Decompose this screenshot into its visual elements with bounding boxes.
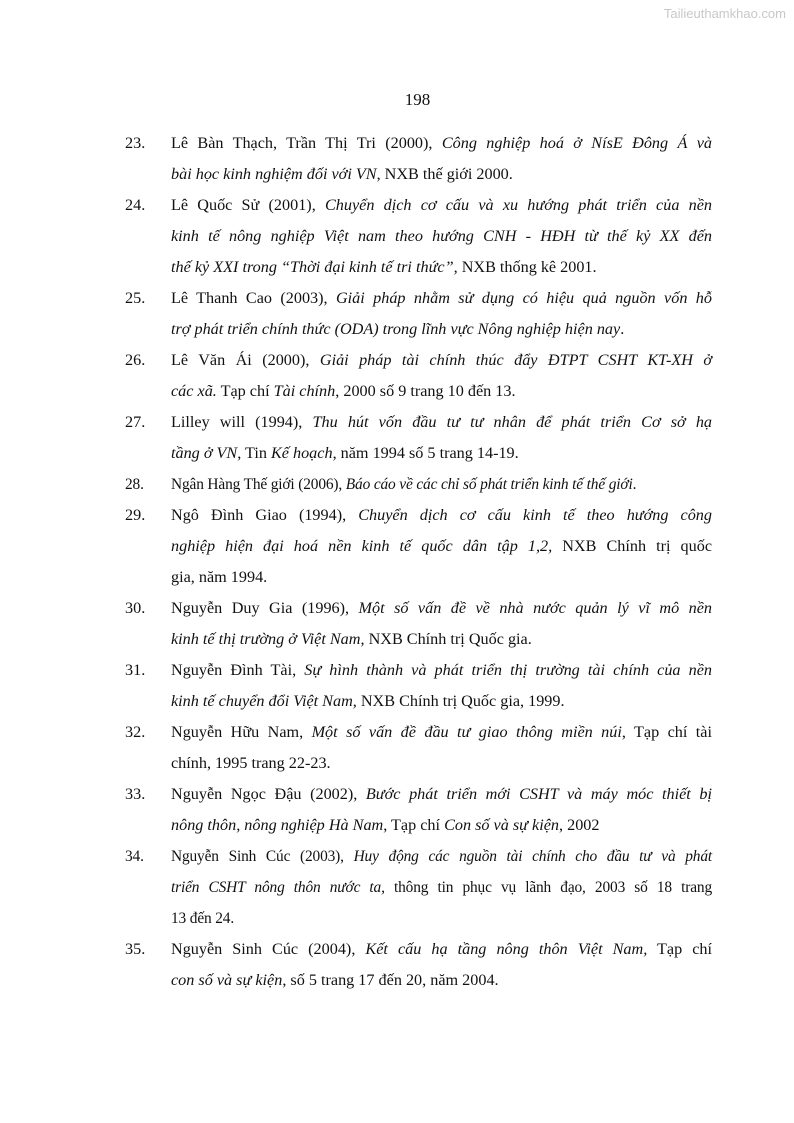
- reference-number: 30.: [125, 599, 146, 617]
- reference-item: [125, 934, 712, 996]
- reference-item: [125, 345, 712, 407]
- reference-line: [171, 252, 712, 283]
- reference-title-text: Giải pháp tài chính thúc đẩy ĐTPT CSHT KT-XH ở: [319, 351, 713, 369]
- reference-number: 29.: [125, 506, 146, 524]
- reference-title-text: triển CSHT nông thôn nước ta,: [171, 879, 385, 896]
- reference-number: 33.: [125, 785, 146, 803]
- reference-title-text: Bước phát triển mới CSHT và máy móc thiết bị: [365, 785, 712, 803]
- reference-line: [171, 624, 712, 655]
- reference-item: [125, 283, 712, 345]
- reference-title-text: kinh tế thị trường ở Việt Nam: [171, 630, 361, 648]
- reference-title-text: Chuyển dịch cơ cấu và xu hướng phát triển của nền: [324, 196, 712, 214]
- reference-line: [171, 314, 712, 345]
- reference-text: , năm 1994 số 5 trang 14-19.: [332, 444, 519, 462]
- reference-title-text: Một số vấn đề về nhà nước quản lý vĩ mô nền: [358, 599, 713, 617]
- reference-line: [171, 190, 712, 221]
- reference-item: [125, 841, 712, 934]
- reference-number: 35.: [125, 940, 146, 958]
- reference-line: [171, 283, 712, 314]
- reference-line: [171, 376, 712, 407]
- reference-title-text: Kế hoạch: [270, 444, 333, 462]
- reference-text: Lê Thanh Cao (2003),: [171, 289, 336, 307]
- reference-line: [171, 686, 712, 717]
- reference-item: [125, 655, 712, 717]
- reference-text: , 2002: [559, 816, 600, 834]
- reference-line: [171, 159, 712, 190]
- reference-title-text: kinh tế nông nghiệp Việt nam theo hướng CNH - HĐH từ thế kỷ XX đến: [171, 227, 712, 245]
- reference-title-text: các xã.: [171, 382, 217, 400]
- reference-text: Nguyễn Sinh Cúc (2004),: [171, 940, 366, 958]
- reference-text: Nguyễn Duy Gia (1996),: [171, 599, 359, 617]
- reference-item: [125, 500, 712, 593]
- reference-item: [125, 190, 712, 283]
- reference-line: [171, 872, 712, 903]
- reference-title-text: Chuyển dịch cơ cấu kinh tế theo hướng công: [358, 506, 712, 524]
- reference-line: [171, 717, 712, 748]
- reference-text: , NXB thế giới 2000.: [376, 165, 513, 183]
- reference-line: [171, 407, 712, 438]
- reference-text: NXB thống kê 2001.: [457, 258, 597, 276]
- reference-title-text: trợ phát triển chính thức (ODA) trong lĩnh vực Nông nghiệp hiện nay: [171, 320, 621, 338]
- reference-title-text: Báo cáo về các chỉ số phát triển kinh tế thế giới: [345, 476, 633, 493]
- reference-number: 24.: [125, 196, 146, 214]
- reference-line: [171, 965, 712, 996]
- reference-line: [171, 221, 712, 252]
- reference-text: NXB Chính trị Quốc gia, 1999.: [356, 692, 565, 710]
- reference-text: Nguyễn Ngọc Đậu (2002),: [171, 785, 366, 803]
- reference-title-text: kinh tế chuyển đổi Việt Nam,: [171, 692, 357, 710]
- reference-line: [171, 655, 712, 686]
- reference-title-text: tầng ở VN: [171, 444, 238, 462]
- reference-text: Nguyễn Hữu Nam,: [171, 723, 312, 741]
- reference-item: [125, 469, 712, 500]
- reference-text: thông tin phục vụ lãnh đạo, 2003 số 18 trang: [384, 879, 712, 896]
- reference-text: Nguyễn Đình Tài,: [171, 661, 305, 679]
- reference-text: , Tạp chí: [383, 816, 445, 834]
- reference-text: Lê Bàn Thạch, Trần Thị Tri (2000),: [171, 134, 442, 152]
- reference-list: [125, 128, 712, 996]
- reference-line: [171, 810, 712, 841]
- reference-text: , 2000 số 9 trang 10 đến 13.: [335, 382, 516, 400]
- reference-title-text: nông thôn, nông nghiệp Hà Nam: [171, 816, 384, 834]
- reference-number: 25.: [125, 289, 146, 307]
- reference-number: 28.: [125, 476, 144, 493]
- reference-item: [125, 593, 712, 655]
- reference-title-text: thế kỷ XXI trong “Thời đại kinh tế tri thức”,: [171, 258, 458, 276]
- reference-text: Lê Văn Ái (2000),: [171, 351, 320, 369]
- reference-line: [171, 438, 712, 469]
- reference-item: [125, 128, 712, 190]
- reference-number: 31.: [125, 661, 146, 679]
- reference-text: , NXB Chính trị Quốc gia.: [360, 630, 532, 648]
- page-number: 198: [404, 90, 431, 109]
- reference-text: 13 đến 24.: [171, 910, 235, 927]
- reference-number: 34.: [125, 848, 144, 865]
- reference-item: [125, 407, 712, 469]
- reference-text: gia, năm 1994.: [171, 568, 268, 586]
- reference-line: [171, 562, 712, 593]
- reference-number: 23.: [125, 134, 146, 152]
- reference-title-text: con số và sự kiện: [171, 971, 283, 989]
- reference-line: [171, 593, 712, 624]
- reference-title-text: Tài chính: [273, 382, 336, 400]
- reference-text: Ngô Đình Giao (1994),: [171, 506, 359, 524]
- reference-line: [171, 469, 712, 500]
- reference-title-text: Thu hút vốn đầu tư tư nhân để phát triển Cơ sở hạ: [312, 413, 713, 431]
- reference-title-text: Con số và sự kiện: [444, 816, 560, 834]
- reference-text: NXB Chính trị quốc: [552, 537, 713, 555]
- reference-line: [171, 779, 712, 810]
- reference-text: .: [632, 476, 637, 493]
- reference-title-text: Sự hình thành và phát triển thị trường tài chính của nền: [304, 661, 713, 679]
- reference-number: 26.: [125, 351, 146, 369]
- reference-number: 32.: [125, 723, 146, 741]
- reference-title-text: Công nghiệp hoá ở NísE Đông Á và: [441, 134, 712, 152]
- reference-title-text: Kết cấu hạ tầng nông thôn Việt Nam,: [365, 940, 648, 958]
- reference-text: Tạp chí: [216, 382, 274, 400]
- reference-text: , Tin: [237, 444, 271, 462]
- reference-title-text: Một số vấn đề đầu tư giao thông miền núi: [311, 723, 622, 741]
- reference-item: [125, 779, 712, 841]
- reference-text: Tạp chí: [647, 940, 713, 958]
- reference-text: Nguyễn Sinh Cúc (2003),: [171, 848, 354, 865]
- reference-line: [171, 531, 712, 562]
- reference-title-text: bài học kinh nghiệm đối với VN: [171, 165, 377, 183]
- reference-line: [171, 128, 712, 159]
- reference-line: [171, 500, 712, 531]
- reference-line: [171, 748, 712, 779]
- reference-text: , số 5 trang 17 đến 20, năm 2004.: [282, 971, 499, 989]
- reference-item: [125, 717, 712, 779]
- reference-text: chính, 1995 trang 22-23.: [171, 754, 331, 772]
- reference-line: [171, 934, 712, 965]
- reference-title-text: Giải pháp nhằm sử dụng có hiệu quả nguồn vốn hỗ: [335, 289, 712, 307]
- reference-number: 27.: [125, 413, 146, 431]
- watermark-text: Tailieuthamkhao.com: [663, 6, 786, 21]
- reference-line: [171, 345, 712, 376]
- reference-line: [171, 841, 712, 872]
- reference-text: .: [620, 320, 625, 338]
- reference-title-text: Huy động các nguồn tài chính cho đầu tư và phát: [353, 848, 712, 865]
- reference-text: , Tạp chí tài: [621, 723, 712, 741]
- reference-text: Lilley will (1994),: [171, 413, 313, 431]
- reference-text: Ngân Hàng Thế giới (2006),: [171, 476, 346, 493]
- reference-line: [171, 903, 712, 934]
- reference-text: Lê Quốc Sử (2001),: [171, 196, 325, 214]
- reference-title-text: nghiệp hiện đại hoá nền kinh tế quốc dân tập 1,2,: [171, 537, 553, 555]
